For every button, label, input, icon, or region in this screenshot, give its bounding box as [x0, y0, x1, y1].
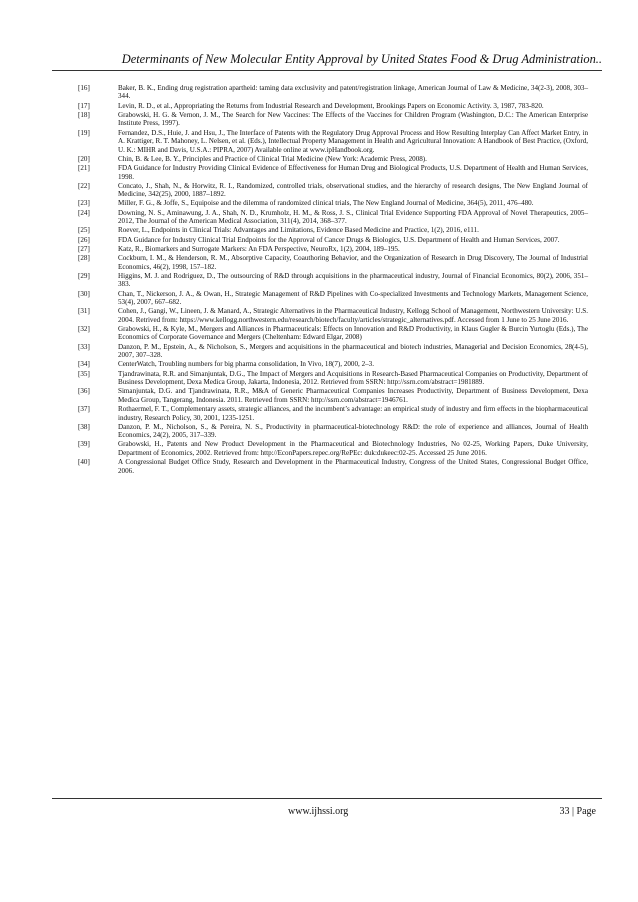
- reference-number: [39]: [78, 440, 90, 449]
- reference-item: [78, 182, 588, 199]
- reference-list: [78, 84, 588, 476]
- reference-number: [32]: [78, 324, 90, 333]
- reference-number: [16]: [78, 84, 90, 92]
- reference-number: [20]: [78, 154, 90, 163]
- reference-text: Downing, N. S., Aminawung, J. A., Shah, N. D., Krumholz, H. M., & Ross, J. S., Clinical Trial Evidence Supporting FDA Approval of Novel Therapeutics, 2005–2012, The Journal of the American Medical Association, 311(4), 2014, 368–377.: [118, 208, 588, 226]
- reference-item: [78, 102, 588, 110]
- reference-number: [37]: [78, 405, 90, 414]
- reference-text: Levin, R. D., et al., Appropriating the Returns from Industrial Research and Development, Brookings Papers on Economic Activity. 3, 1987, 783-820.: [118, 101, 544, 110]
- reference-number: [33]: [78, 342, 90, 351]
- reference-text: Cockburn, I. M., & Henderson, R. M., Absorptive Capacity, Coauthoring Behavior, and the Organization of Research in Drug Discovery, The Journal of Industrial Economics, 46(2), 1998, 157–182.: [118, 254, 588, 271]
- reference-text: Higgins, M. J. and Rodriguez, D., The outsourcing of R&D through acquisitions in the pharmaceutical industry, Journal of Financial Economics, 80(2), 2006, 351–383.: [118, 271, 588, 289]
- reference-number: [22]: [78, 181, 90, 190]
- reference-item: [78, 458, 588, 475]
- reference-item: [78, 343, 588, 360]
- reference-text: FDA Guidance for Industry Clinical Trial Endpoints for the Approval of Cancer Drugs & Biologics, U.S. Department of Health and Human Services, 2007.: [118, 235, 560, 244]
- reference-number: [24]: [78, 208, 90, 217]
- reference-item: [78, 254, 588, 271]
- reference-item: [78, 290, 588, 307]
- reference-text: FDA Guidance for Industry Providing Clinical Evidence of Effectiveness for Human Drug and Biological Products, U.S. Department of Health and Human Services, 1998.: [118, 164, 588, 181]
- reference-text: Miller, F. G., & Joffe, S., Equipoise and the dilemma of randomized clinical trials, The New England Journal of Medicine, 364(5), 2011, 476–480.: [118, 199, 534, 208]
- reference-item: [78, 84, 588, 101]
- reference-number: [23]: [78, 199, 90, 208]
- reference-number: [26]: [78, 235, 90, 244]
- reference-number: [30]: [78, 289, 90, 298]
- reference-item: [78, 209, 588, 226]
- reference-text: Chan, T., Nickerson, J. A., & Owan, H., Strategic Management of R&D Pipelines with Co-specialized Investments and Technology Markets, Management Science, 53(4), 2007, 667–682.: [118, 289, 588, 307]
- reference-item: [78, 272, 588, 289]
- reference-item: [78, 360, 588, 368]
- reference-number: [31]: [78, 307, 90, 316]
- reference-item: [78, 325, 588, 342]
- reference-text: A Congressional Budget Office Study, Research and Development in the Pharmaceutical Industry, Congress of the United States, Congressional Budget Office, 2006.: [118, 458, 588, 475]
- reference-text: Katz, R., Biomarkers and Surrogate Markers: An FDA Perspective, NeuroRx, 1(2), 2004, 189–195.: [118, 244, 400, 253]
- reference-number: [38]: [78, 422, 90, 431]
- running-header-title: Determinants of New Molecular Entity Approval by United States Food & Drug Administration..: [121, 52, 602, 66]
- reference-number: [36]: [78, 387, 90, 396]
- reference-item: [78, 164, 588, 181]
- reference-text: Chin, B. & Lee, B. Y., Principles and Practice of Clinical Trial Medicine (New York: Academic Press, 2008).: [118, 154, 427, 163]
- reference-number: [19]: [78, 128, 90, 137]
- reference-item: [78, 155, 588, 163]
- reference-item: [78, 199, 588, 207]
- reference-text: Danzon, P. M., Nicholson, S., & Pereira, N. S., Productivity in pharmaceutical-biotechnology R&D: the role of experience and alliances, Journal of Health Economics, 24(2), 2005, 317–339.: [118, 422, 588, 440]
- reference-text: Concato, J., Shah, N., & Horwitz, R. I., Randomized, controlled trials, observational studies, and the hierarchy of research designs, The New England Journal of Medicine, 342(25), 2000, 1887–1892.: [118, 181, 588, 199]
- reference-item: [78, 405, 588, 422]
- reference-number: [35]: [78, 369, 90, 378]
- running-header: [52, 44, 602, 71]
- reference-item: [78, 129, 588, 154]
- reference-number: [27]: [78, 244, 90, 253]
- reference-text: CenterWatch, Troubling numbers for big pharma consolidation, In Vivo, 18(7), 2000, 2–3.: [118, 360, 374, 369]
- reference-text: Simanjuntak, D.G. and Tjandrawinata, R.R., M&A of Generic Pharmaceutical Companies Increases Productivity, Department of Business Development, Dexa Medica Group, Tangerang, Indonesia. 2011. Retrieved from SSRN: http://ssrn.com/abstract=1946761.: [118, 387, 588, 404]
- reference-item: [78, 226, 588, 234]
- reference-text: Tjandrawinata, R.R. and Simanjuntak, D.G., The Impact of Mergers and Acquisitions in Research-Based Pharmaceutical Companies on Productivity, Department of Business Development, Dexa Medica Group, Jakarta, Indonesia, 2012. Retrieved from SSRN: http://ssrn.com/abstract=1981889.: [118, 369, 588, 387]
- reference-item: [78, 307, 588, 324]
- reference-number: [17]: [78, 101, 90, 110]
- reference-text: Danzon, P. M., Epstein, A., & Nicholson, S., Mergers and acquisitions in the pharmaceutical and biotech industries, Managerial and Decision Economics, 28(4-5), 2007, 307–328.: [118, 342, 588, 360]
- reference-number: [18]: [78, 110, 90, 119]
- footer-website: www.ijhssi.org: [288, 806, 349, 817]
- reference-item: [78, 370, 588, 387]
- reference-text: Roever, L., Endpoints in Clinical Trials: Advantages and Limitations, Evidence Based Medicine and Practice, 1(2), 2016, e111.: [118, 226, 479, 235]
- reference-item: [78, 111, 588, 128]
- reference-text: Fernandez, D.S., Huie, J. and Hsu, J., The Interface of Patents with the Regulatory Drug Approval Process and How Resulting Interplay Can Affect Market Entry, in A. Krattiger, R. T. Mahoney, L. Nelsen, et al. (Eds.), Intellectual Property Management in Health and Agricultural Innovation: A Handbook of Best Practice, (Oxford, U. K.: MIHR and Davis, U.S.A.: PIPRA, 2007) Available online at www.ipHandbook.org.: [118, 128, 589, 154]
- reference-text: Cohen, J., Gangi, W., Lineen, J. & Manard, A., Strategic Alternatives in the Pharmaceutical Industry, Kellogg School of Management, Northwestern University: U.S. 2004. Retrived from: https://www.kellogg.northwestern.edu/research/biotech/faculty/articles/strategic_alternatives.pdf. Accessed from 1 June to 25 June 2016.: [118, 307, 588, 324]
- reference-item: [78, 440, 588, 457]
- reference-item: [78, 387, 588, 404]
- reference-item: [78, 236, 588, 244]
- reference-number: [25]: [78, 226, 90, 235]
- reference-item: [78, 245, 588, 253]
- reference-text: Baker, B. K., Ending drug registration apartheid: taming data exclusivity and patent/registration linkage, American Journal of Law & Medicine, 34(2-3), 2008, 303–344.: [118, 84, 588, 101]
- reference-number: [34]: [78, 360, 90, 369]
- page-footer: [52, 798, 602, 829]
- reference-text: Grabowski, H. G. & Vernon, J. M., The Search for New Vaccines: The Effects of the Vaccines for Children Program (Washington, D.C.: The American Enterprise Institute Press, 1997).: [118, 110, 588, 128]
- reference-number: [29]: [78, 271, 90, 280]
- reference-item: [78, 423, 588, 440]
- reference-text: Grabowski, H., & Kyle, M., Mergers and Alliances in Pharmaceuticals: Effects on Innovation and R&D Productivity, in Klaus Gugler & Burcin Yurtoglu (Eds.), The Economics of Corporate Governance and Mergers (Cheltenham: Edward Elgar, 2008): [118, 324, 588, 342]
- reference-number: [40]: [78, 458, 90, 467]
- footer-page-number: 33 | Page: [559, 806, 596, 817]
- reference-text: Grabowski, H., Patents and New Product Development in the Pharmaceutical and Biotechnology Industries, No 02-25, Working Papers, Duke University, Department of Economics, 2002. Retrieved from: http://EconPapers.repec.org/RePEc: duk:dukeec:02-25. Accessed 25 June 2016.: [118, 440, 588, 457]
- reference-text: Rothaermel, F. T., Complementary assets, strategic alliances, and the incumbent’s advantage: an empirical study of industry and firm effects in the biopharmaceutical industry, Research Policy, 30, 2001, 1235-1251.: [118, 405, 588, 422]
- reference-number: [21]: [78, 164, 90, 173]
- reference-number: [28]: [78, 254, 90, 263]
